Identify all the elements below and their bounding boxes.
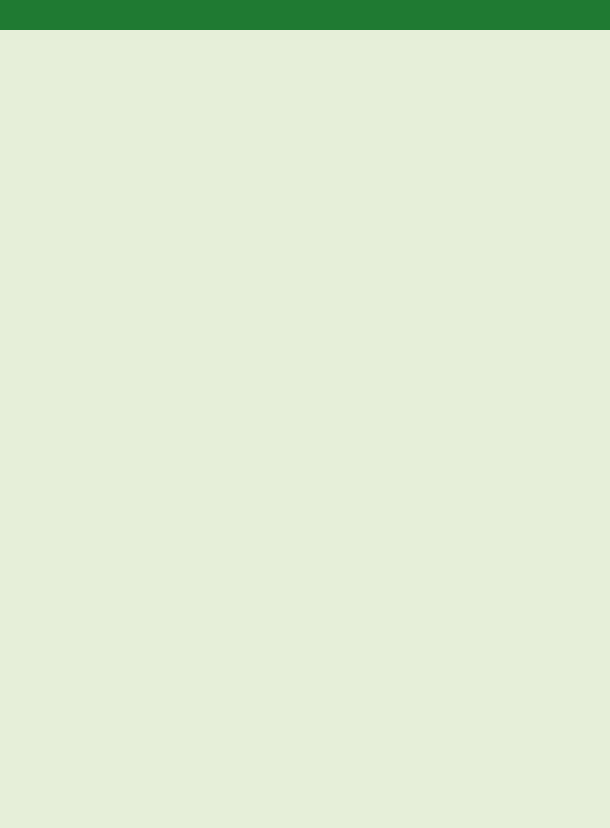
table-header-bar bbox=[0, 0, 610, 30]
